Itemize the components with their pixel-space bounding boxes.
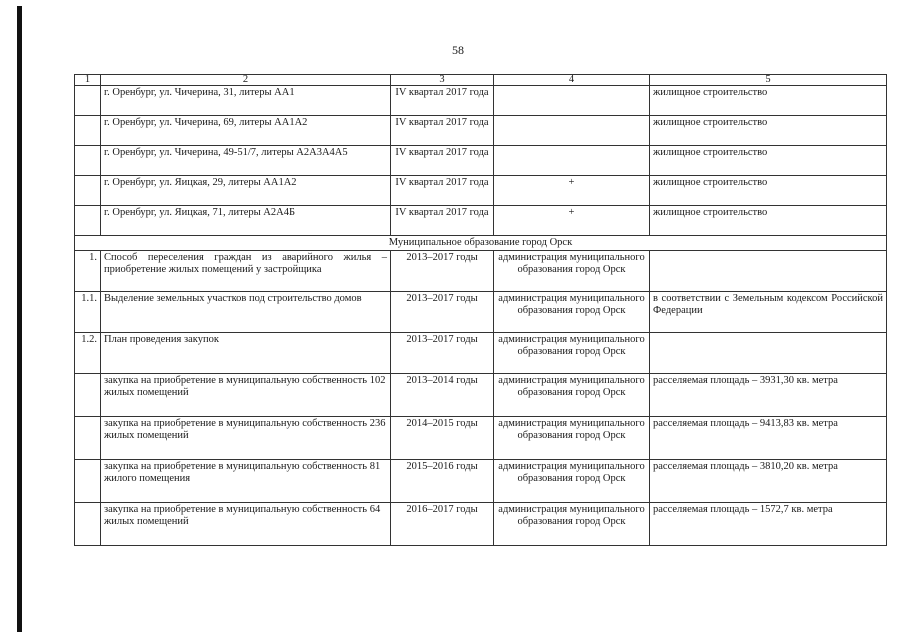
table-row — [75, 417, 887, 460]
responsible: администрация муниципального образования город Орск — [494, 251, 650, 292]
object-address: г. Оренбург, ул. Чичерина, 49-51/7, литеры А2А3А4А5 — [101, 146, 391, 176]
column-number-row — [75, 75, 887, 86]
measure-text: закупка на приобретение в муниципальную собственность 64 жилых помещений — [101, 503, 391, 546]
expected-result: жилищное строительство — [650, 176, 887, 206]
object-address: г. Оренбург, ул. Яицкая, 29, литеры АА1А2 — [101, 176, 391, 206]
responsible: администрация муниципального образования город Орск — [494, 333, 650, 374]
binding-edge — [17, 6, 22, 632]
expected-result: жилищное строительство — [650, 146, 887, 176]
expected-result — [650, 251, 887, 292]
item-number — [75, 116, 101, 146]
expected-result: жилищное строительство — [650, 116, 887, 146]
column-number: 1 — [75, 75, 101, 86]
deadline: 2016–2017 годы — [391, 503, 494, 546]
expected-result: в соответствии с Земельным кодексом Российской Федерации — [650, 292, 887, 333]
deadline: 2013–2017 годы — [391, 251, 494, 292]
column-number: 2 — [101, 75, 391, 86]
deadline: 2015–2016 годы — [391, 460, 494, 503]
expected-result: расселяемая площадь – 3810,20 кв. метра — [650, 460, 887, 503]
table-row — [75, 460, 887, 503]
expected-result: жилищное строительство — [650, 86, 887, 116]
responsible: + — [494, 176, 650, 206]
object-address: г. Оренбург, ул. Чичерина, 69, литеры АА1А2 — [101, 116, 391, 146]
measure-text: Способ переселения граждан из аварийного жилья – приобретение жилых помещений у застройщика — [101, 251, 391, 292]
item-number: 1.1. — [75, 292, 101, 333]
object-address: г. Оренбург, ул. Чичерина, 31, литеры АА1 — [101, 86, 391, 116]
table-row — [75, 333, 887, 374]
expected-result: жилищное строительство — [650, 206, 887, 236]
responsible: администрация муниципального образования город Орск — [494, 417, 650, 460]
column-number: 3 — [391, 75, 494, 86]
deadline: IV квартал 2017 года — [391, 146, 494, 176]
deadline: IV квартал 2017 года — [391, 116, 494, 146]
table-row — [75, 176, 887, 206]
section-row — [75, 236, 887, 251]
item-number — [75, 460, 101, 503]
responsible: администрация муниципального образования город Орск — [494, 503, 650, 546]
item-number — [75, 86, 101, 116]
deadline: 2013–2014 годы — [391, 374, 494, 417]
item-number — [75, 503, 101, 546]
item-number: 1.2. — [75, 333, 101, 374]
measure-text: закупка на приобретение в муниципальную собственность 102 жилых помещений — [101, 374, 391, 417]
responsible: администрация муниципального образования город Орск — [494, 374, 650, 417]
deadline: IV квартал 2017 года — [391, 206, 494, 236]
table-row — [75, 251, 887, 292]
responsible — [494, 146, 650, 176]
expected-result: расселяемая площадь – 9413,83 кв. метра — [650, 417, 887, 460]
table-row — [75, 503, 887, 546]
deadline: IV квартал 2017 года — [391, 86, 494, 116]
table-row — [75, 86, 887, 116]
section-title: Муниципальное образование город Орск — [75, 236, 887, 251]
expected-result: расселяемая площадь – 1572,7 кв. метра — [650, 503, 887, 546]
deadline: 2014–2015 годы — [391, 417, 494, 460]
item-number — [75, 374, 101, 417]
table-row — [75, 292, 887, 333]
measure-text: закупка на приобретение в муниципальную собственность 81 жилого помещения — [101, 460, 391, 503]
expected-result — [650, 333, 887, 374]
responsible — [494, 86, 650, 116]
responsible: администрация муниципального образования город Орск — [494, 292, 650, 333]
deadline: IV квартал 2017 года — [391, 176, 494, 206]
deadline: 2013–2017 годы — [391, 292, 494, 333]
table-row — [75, 146, 887, 176]
item-number — [75, 146, 101, 176]
item-number: 1. — [75, 251, 101, 292]
item-number — [75, 206, 101, 236]
responsible — [494, 116, 650, 146]
measure-text: Выделение земельных участков под строительство домов — [101, 292, 391, 333]
measure-text: закупка на приобретение в муниципальную собственность 236 жилых помещений — [101, 417, 391, 460]
measures-table — [74, 74, 887, 546]
item-number — [75, 176, 101, 206]
responsible: + — [494, 206, 650, 236]
measure-text: План проведения закупок — [101, 333, 391, 374]
table-row — [75, 374, 887, 417]
expected-result: расселяемая площадь – 3931,30 кв. метра — [650, 374, 887, 417]
column-number: 5 — [650, 75, 887, 86]
item-number — [75, 417, 101, 460]
table-row — [75, 116, 887, 146]
object-address: г. Оренбург, ул. Яицкая, 71, литеры А2А4Б — [101, 206, 391, 236]
column-number: 4 — [494, 75, 650, 86]
page-number: 58 — [452, 43, 464, 57]
deadline: 2013–2017 годы — [391, 333, 494, 374]
responsible: администрация муниципального образования город Орск — [494, 460, 650, 503]
table-row — [75, 206, 887, 236]
